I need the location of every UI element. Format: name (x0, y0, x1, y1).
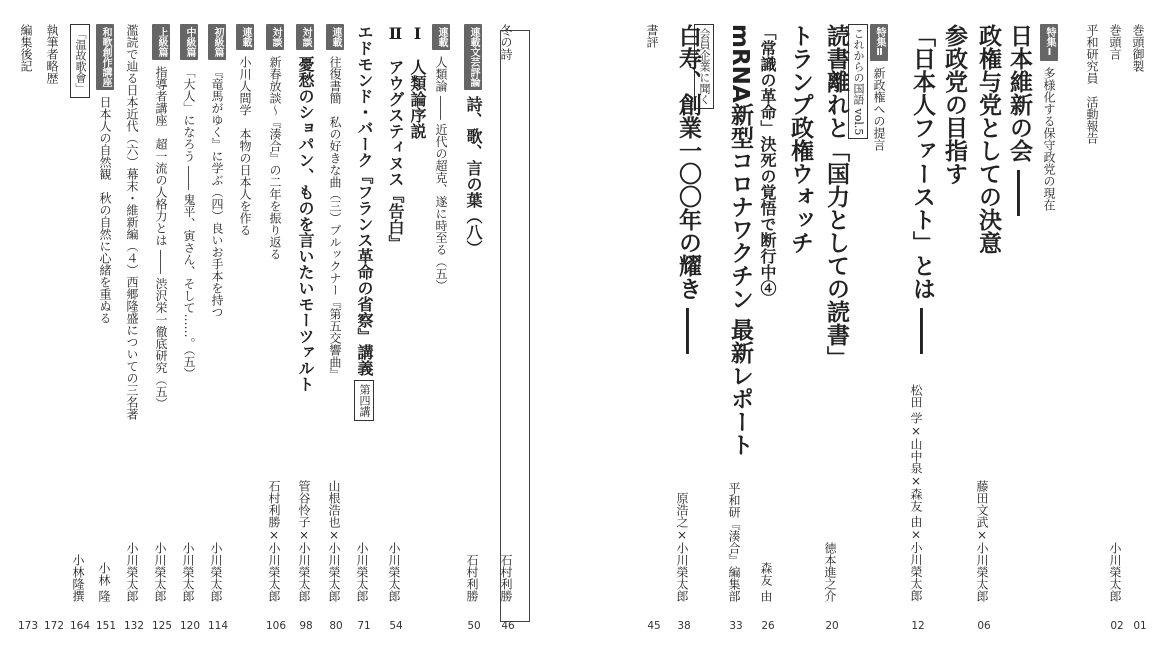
page-number: 54 (389, 620, 403, 632)
page-number: 80 (329, 620, 343, 632)
author-name: 石村利勝 (465, 554, 479, 602)
toc-entry-title: 白寿、創業一〇〇年の耀き ―― (675, 24, 701, 355)
author-name: 小川榮太郎 (209, 542, 223, 602)
toc-entry-title: 「常識の革命」決死の覚悟で断行中④ (758, 24, 777, 296)
toc-entry[interactable] (464, 24, 482, 602)
boxed-label: 「温故歌會」 (70, 24, 90, 98)
author-name: 石村利勝 (499, 554, 513, 602)
toc-entry[interactable] (208, 24, 226, 602)
author-name: 徳本進之介 (823, 542, 837, 602)
author-name: 小林 隆 (97, 562, 111, 602)
toc-entry-title: 編集後記 (19, 24, 33, 72)
page-number: 98 (299, 620, 313, 632)
toc-entry[interactable] (296, 24, 314, 602)
author-name: 小川榮太郎 (125, 542, 139, 602)
author-name: 石村利勝×小川榮太郎 (267, 480, 281, 602)
toc-entry-title: 書評 (645, 24, 659, 48)
toc-entry[interactable] (1130, 24, 1146, 602)
toc-entry[interactable] (408, 24, 426, 602)
toc-entry-title: トランプ政権ウォッチ (787, 24, 813, 254)
toc-entry[interactable] (18, 24, 34, 602)
toc-entry[interactable] (758, 24, 776, 602)
author-name: 小林隆撰 (71, 554, 85, 602)
toc-entry-title: 特集Ⅱ新政権への提言 (870, 24, 888, 151)
toc-entry[interactable] (70, 24, 90, 602)
toc-entry[interactable] (236, 24, 254, 602)
author-name: 管谷怜子×小川榮太郎 (297, 480, 311, 602)
toc-entry-title: エドモンド・バーク『フランス革命の省察』講義第四講 (354, 24, 374, 421)
toc-entry-title: 連載往復書簡 私の好きな曲（三）ブルックナー『第五交響曲』 (326, 24, 344, 380)
author-name: 森友 由 (759, 562, 773, 602)
author-name: 平和研『湊合』編集部 (727, 482, 741, 602)
author-name: 山根浩也×小川榮太郎 (327, 480, 341, 602)
toc-entry-title: 中級篇「大人」になろう ―― 鬼平、寅さん、そして……。（五） (180, 24, 198, 380)
toc-entry[interactable] (1107, 24, 1123, 602)
toc-entry-title: 対談新春放談～『湊合』の二年を振り返る (266, 24, 284, 260)
toc-entry[interactable] (432, 24, 450, 602)
toc-entry[interactable] (1040, 24, 1058, 602)
section-tag: 連載文芸評論 (464, 24, 482, 90)
toc-entry-title: 参政党の目指す (941, 24, 967, 185)
toc-entry-title: 連載人類論 ―― 近代の超克、遂に時至る（五） (432, 24, 450, 292)
section-tag: 特集Ⅱ (870, 24, 888, 61)
toc-entry-title: 連載文芸評論詩、歌、言の葉（八） (464, 24, 482, 256)
toc-entry[interactable] (180, 24, 198, 602)
boxed-label: 会員企業に聞く (694, 24, 714, 109)
toc-entry-title: 上級篇指導者講座 超一流の人格力とは ―― 渋沢栄一徹底研究（五） (152, 24, 170, 410)
author-name: 小川榮太郎 (153, 542, 167, 602)
author-name: 小川榮太郎 (181, 542, 195, 602)
toc-entry-title: 巻頭言 (1108, 24, 1122, 60)
toc-entry-title: 連載小川人間学 本物の日本人を作る (236, 24, 254, 236)
toc-entry[interactable] (974, 24, 1002, 602)
toc-entry-title: 初級篇『竜馬がゆく』に学ぶ（四）良いお手本を持つ (208, 24, 226, 318)
toc-entry-title: 日本維新の会 ―― (1006, 24, 1032, 217)
toc-entry-title: 濫読で辿る日本近代（六）幕末・維新編（４）西郷隆盛についての三名著 (125, 24, 139, 420)
toc-entry-title: mRNA新型コロナワクチン 最新レポート (727, 24, 753, 456)
page-number: 02 (1110, 620, 1124, 632)
toc-entry-title: 冬の詩 (499, 24, 513, 60)
toc-entry[interactable] (124, 24, 140, 602)
page-number: 173 (17, 620, 39, 632)
toc-entry-title: 対談憂愁のショパン、ものを言いたいモーツァルト (296, 24, 314, 392)
page-number: 151 (95, 620, 117, 632)
page-number: 38 (677, 620, 691, 632)
boxed-label: これからの国語 vol.5 (848, 24, 868, 139)
section-tag: 連載 (326, 24, 344, 50)
author-name: 藤田文武×小川榮太郎 (975, 480, 989, 602)
page-number: 20 (825, 620, 839, 632)
page-number: 06 (977, 620, 991, 632)
toc-entry-title: Ⅱ アウグスティヌス『告白』 (386, 24, 405, 251)
toc-entry[interactable] (266, 24, 284, 602)
page-number: 45 (647, 620, 661, 632)
section-tag: 中級篇 (180, 24, 198, 60)
page-number: 132 (123, 620, 145, 632)
page-number: 172 (43, 620, 65, 632)
author-name: 松田 学×山中泉×森友 由×小川榮太郎 (909, 384, 923, 602)
toc-entry-title: 巻頭御製 (1131, 24, 1145, 72)
toc-entry-title: 「日本人ファースト」とは ―― (909, 24, 935, 355)
toc-entry-title (848, 24, 868, 143)
page-number: 106 (265, 620, 287, 632)
toc-entry-title: Ⅰ 人類論序説 (408, 24, 427, 139)
toc-entry[interactable] (498, 24, 514, 602)
toc-entry[interactable] (822, 24, 850, 602)
toc-entry[interactable] (96, 24, 114, 602)
toc-entry[interactable] (152, 24, 170, 602)
toc-entry[interactable] (354, 24, 374, 602)
section-tag: 連載 (432, 24, 450, 50)
author-name: 小川榮太郎 (387, 542, 401, 602)
toc-entry[interactable] (44, 24, 60, 602)
toc-entry-title: 特集Ⅰ多様化する保守政党の現在 (1040, 24, 1058, 211)
page-number: 164 (69, 620, 91, 632)
page-number: 26 (761, 620, 775, 632)
author-name: 原浩之×小川榮太郎 (675, 492, 689, 602)
toc-entry-title (70, 24, 90, 102)
toc-entry[interactable] (848, 24, 868, 602)
toc-entry[interactable] (386, 24, 404, 602)
toc-entry[interactable] (940, 24, 968, 602)
section-tag: 上級篇 (152, 24, 170, 60)
toc-entry[interactable] (1084, 24, 1100, 602)
toc-entry[interactable] (870, 24, 888, 602)
page-number: 114 (207, 620, 229, 632)
toc-entry[interactable] (726, 24, 754, 602)
page-number: 71 (357, 620, 371, 632)
section-tag: 初級篇 (208, 24, 226, 60)
section-tag: 対談 (266, 24, 284, 50)
toc-entry-title: 読書離れと「国力としての読書」 (823, 24, 849, 369)
toc-entry[interactable] (786, 24, 814, 602)
page-number: 12 (911, 620, 925, 632)
page-number: 120 (179, 620, 201, 632)
toc-entry[interactable] (644, 24, 660, 602)
toc-entry[interactable] (908, 24, 936, 602)
section-tag: 特集Ⅰ (1040, 24, 1058, 61)
toc-entry[interactable] (326, 24, 344, 602)
section-tag: 対談 (296, 24, 314, 50)
toc-entry-title: 平和研究員 活動報告 (1085, 24, 1099, 144)
page-number: 50 (467, 620, 481, 632)
toc-entry-title: 執筆者略歴 (45, 24, 59, 84)
author-name: 小川榮太郎 (1108, 542, 1122, 602)
toc-entry-title: 和歌創作講座日本人の自然観 秋の自然に心緒を重ぬる (96, 24, 114, 324)
toc-entry[interactable] (674, 24, 702, 602)
page-number: 33 (729, 620, 743, 632)
section-tag: 連載 (236, 24, 254, 50)
page-number: 01 (1133, 620, 1147, 632)
page-number: 46 (501, 620, 515, 632)
toc-entry[interactable] (1005, 24, 1033, 602)
section-tag: 和歌創作講座 (96, 24, 114, 90)
author-name: 小川榮太郎 (355, 542, 369, 602)
toc-entry-title: 政権与党としての決意 (975, 24, 1001, 254)
page-number: 125 (151, 620, 173, 632)
